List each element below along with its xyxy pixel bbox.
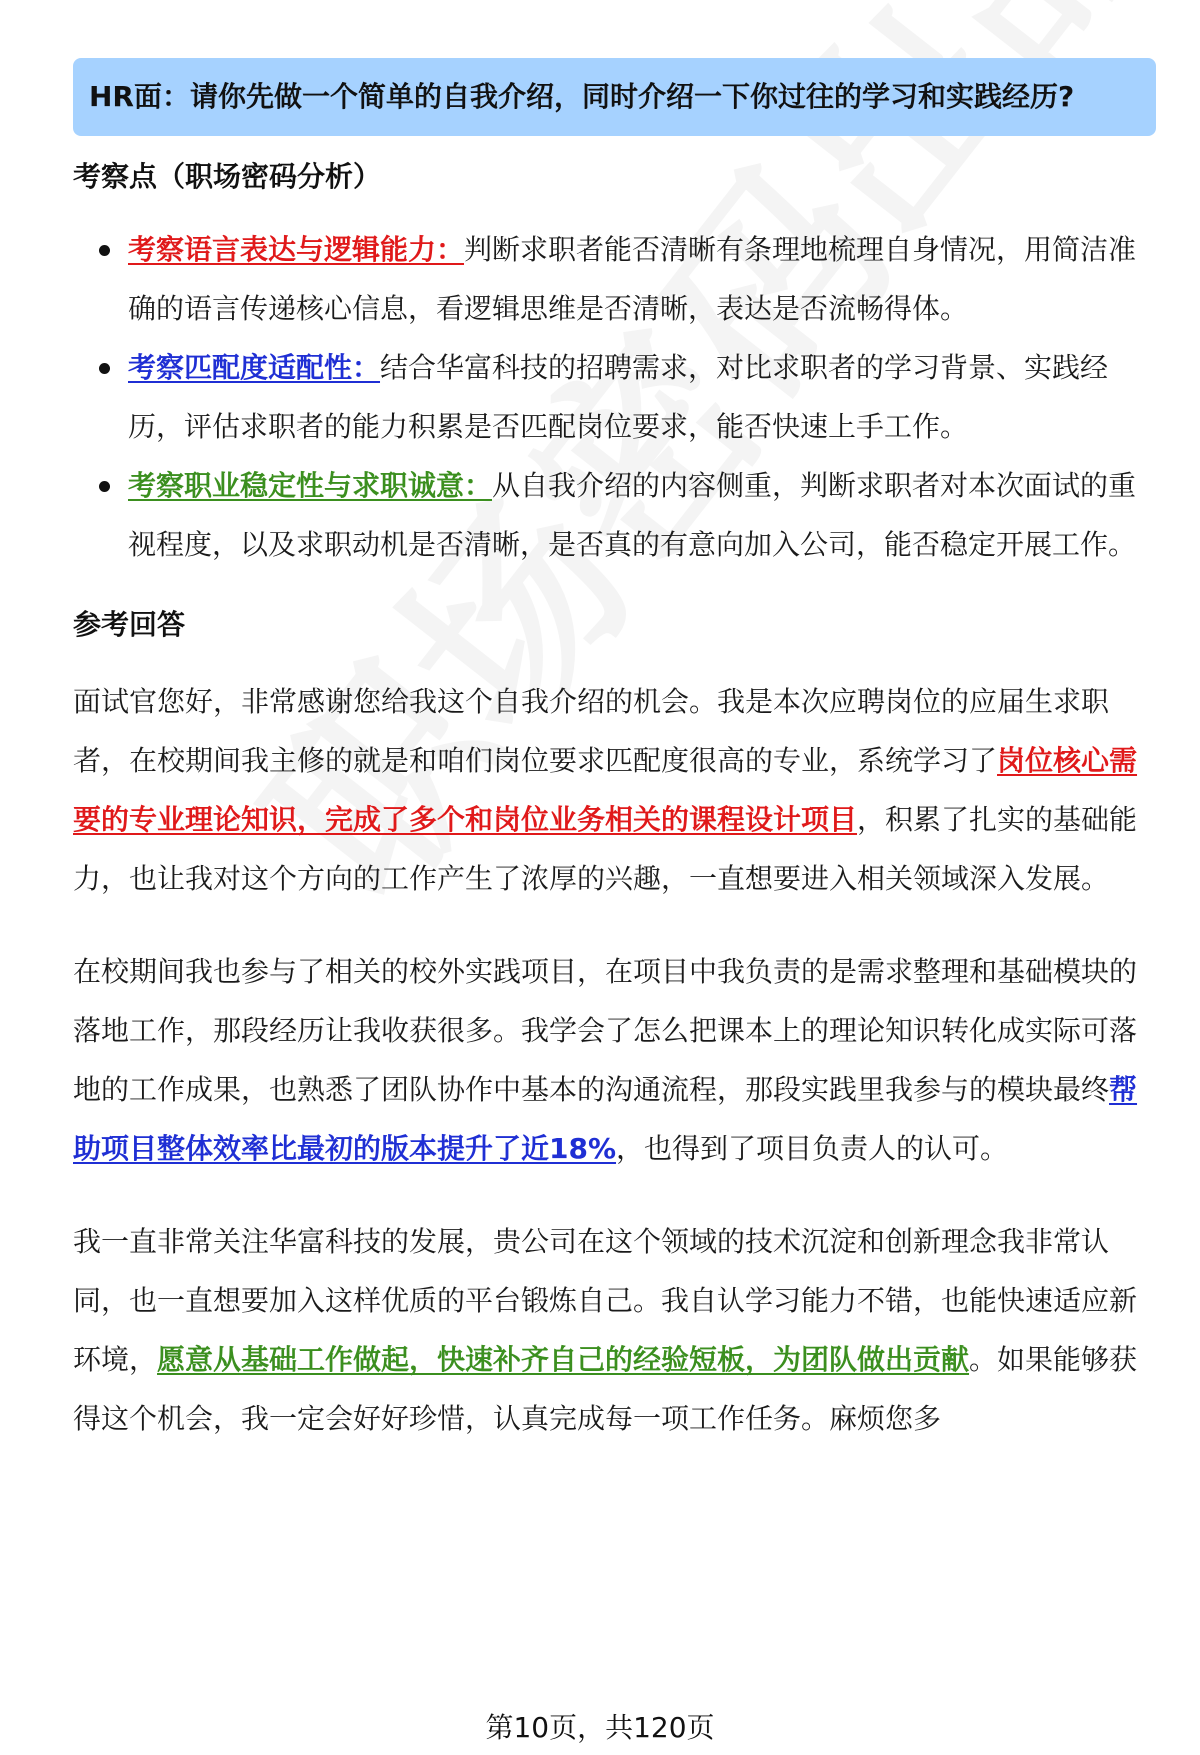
point-text: 结合华富科技的招聘需求，对比求职者的学习背景、实践经历，评估求职者的能力积累是否匹配岗位要求，能否快速上手工作。 [128, 351, 1109, 443]
page-number: 第10页，共120页 [485, 1711, 715, 1744]
paragraph-text: ，积累了扎实的基础能力，也让我对这个方向的工作产生了浓厚的兴趣，一直想要进入相关领域深入发展。 [73, 803, 1138, 895]
highlight-text: 帮助项目整体效率比最初的版本提升了近18% [73, 1073, 1138, 1165]
interview-question: HR面：请你先做一个简单的自我介绍，同时介绍一下你过往的学习和实践经历? [89, 80, 1075, 113]
point-label: 考察匹配度适配性： [128, 351, 381, 384]
answer-heading: 参考回答 [73, 608, 186, 641]
point-text: 判断求职者能否清晰有条理地梳理自身情况，用简洁准确的语言传递核心信息，看逻辑思维是否清晰，表达是否流畅得体。 [128, 233, 1137, 325]
point-text: 从自我介绍的内容侧重，判断求职者对本次面试的重视程度，以及求职动机是否清晰，是否真的有意向加入公司，能否稳定开展工作。 [128, 469, 1137, 561]
paragraph-text: 。如果能够获得这个机会，我一定会好好珍惜，认真完成每一项工作任务。麻烦您多 [73, 1343, 1138, 1435]
highlight-text: 愿意从基础工作做起，快速补齐自己的经验短板，为团队做出贡献 [157, 1343, 970, 1376]
paragraph-text: 我一直非常关注华富科技的发展，贵公司在这个领域的技术沉淀和创新理念我非常认同，也一直想要加入这样优质的平台锻炼自己。我自认学习能力不错，也能快速适应新环境， [73, 1225, 1138, 1376]
analysis-point [73, 220, 1156, 338]
answer-paragraph [73, 942, 1156, 1178]
bullet-icon [99, 481, 110, 492]
bullet-icon [99, 363, 110, 374]
bullet-icon [99, 245, 110, 256]
paragraph-text: ，也得到了项目负责人的认可。 [616, 1132, 1009, 1165]
paragraph-text: 在校期间我也参与了相关的校外实践项目，在项目中我负责的是需求整理和基础模块的落地工作，那段经历让我收获很多。我学会了怎么把课本上的理论知识转化成实际可落地的工作成果，也熟悉了团队协作中基本的沟通流程，那段实践里我参与的模块最终 [73, 955, 1138, 1106]
highlight-text: 岗位核心需要的专业理论知识，完成了多个和岗位业务相关的课程设计项目 [73, 744, 1138, 836]
analysis-heading: 考察点（职场密码分析） [73, 160, 382, 193]
point-label: 考察职业稳定性与求职诚意： [128, 469, 493, 502]
answer-paragraph [73, 1212, 1156, 1448]
analysis-points [73, 220, 1156, 574]
point-label: 考察语言表达与逻辑能力： [128, 233, 465, 266]
paragraph-text: 面试官您好，非常感谢您给我这个自我介绍的机会。我是本次应聘岗位的应届生求职者，在校期间我主修的就是和咱们岗位要求匹配度很高的专业，系统学习了 [73, 685, 1110, 777]
answer-paragraph [73, 672, 1156, 908]
question-box [73, 58, 1156, 136]
analysis-point [73, 456, 1156, 574]
document-page [73, 58, 1156, 1448]
analysis-point [73, 338, 1156, 456]
